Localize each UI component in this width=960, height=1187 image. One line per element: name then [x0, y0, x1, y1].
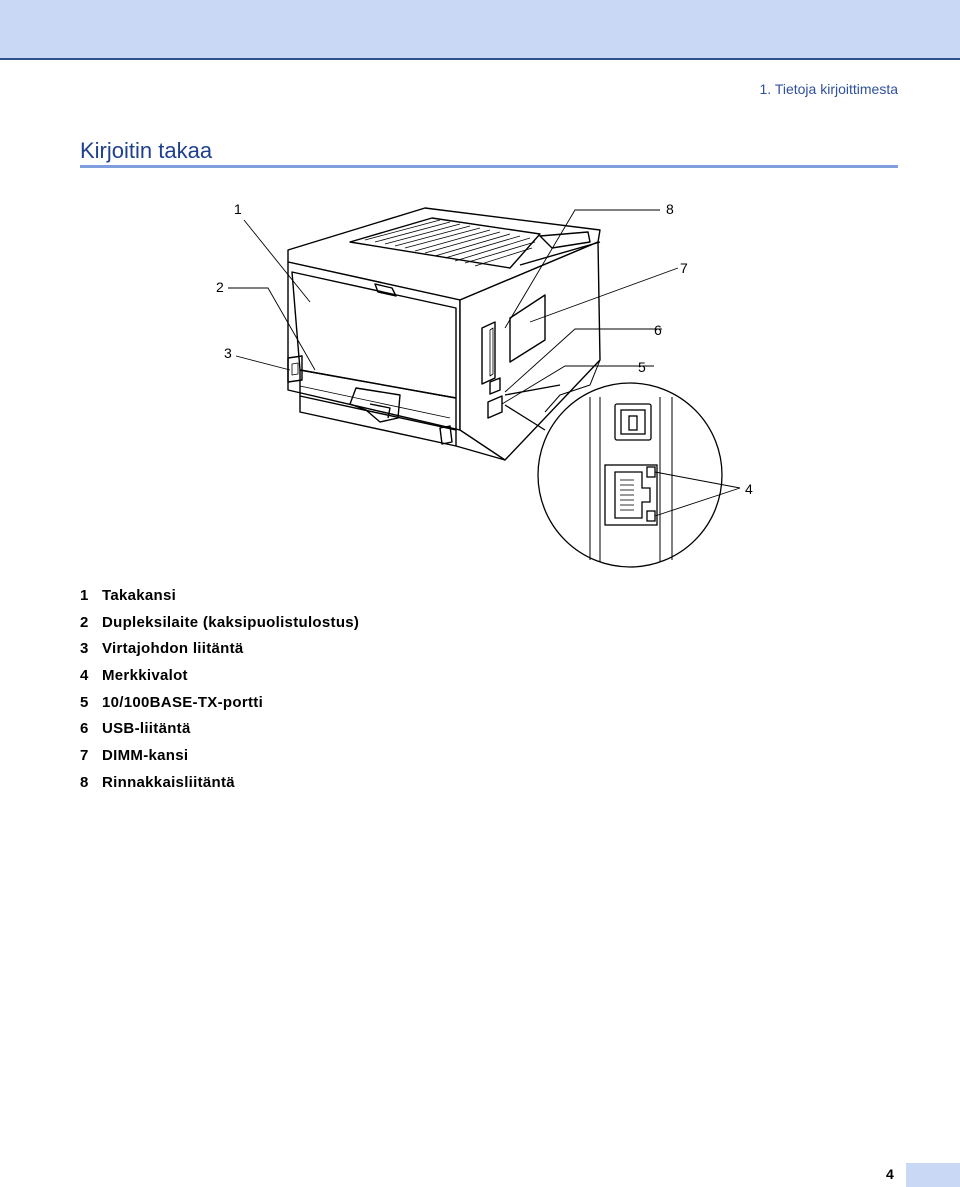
- breadcrumb: 1. Tietoja kirjoittimesta: [759, 81, 898, 97]
- callout-8: 8: [666, 201, 674, 217]
- legend-number: 1: [80, 587, 89, 604]
- legend-number: 4: [80, 667, 89, 685]
- legend-item: [80, 716, 359, 743]
- legend-label: Takakansi: [102, 587, 177, 604]
- legend-label: Merkkivalot: [102, 667, 188, 685]
- callout-7: 7: [680, 260, 688, 276]
- printer-line-drawing: [160, 190, 780, 580]
- callout-6: 6: [654, 322, 662, 338]
- legend-item: [80, 663, 359, 690]
- page-tab: [906, 1163, 960, 1187]
- callout-5: 5: [638, 359, 646, 375]
- legend-label: USB-liitäntä: [102, 720, 191, 738]
- section-title: Kirjoitin takaa: [80, 138, 213, 163]
- callout-1: 1: [234, 201, 242, 217]
- legend-number: 2: [80, 613, 89, 631]
- legend-label: Rinnakkaisliitäntä: [102, 773, 235, 791]
- legend-item: [80, 610, 359, 637]
- legend-number: 8: [80, 773, 89, 791]
- legend-number: 5: [80, 693, 89, 711]
- legend-number: 6: [80, 720, 89, 738]
- legend-label: Dupleksilaite (kaksipuolistulostus): [102, 613, 360, 631]
- page-number: 4: [886, 1166, 894, 1182]
- title-divider: [80, 165, 898, 168]
- legend-item: [80, 770, 359, 797]
- legend-label: Virtajohdon liitäntä: [102, 640, 244, 658]
- legend-item: [80, 583, 359, 610]
- legend-item: [80, 690, 359, 717]
- printer-rear-illustration: [160, 190, 780, 580]
- legend-label: DIMM-kansi: [102, 747, 189, 765]
- callout-2: 2: [216, 279, 224, 295]
- legend-item: [80, 743, 359, 770]
- legend-label: 10/100BASE-TX-portti: [102, 693, 264, 711]
- callout-3: 3: [224, 345, 232, 361]
- legend-number: 3: [80, 640, 89, 658]
- callout-4: 4: [745, 481, 753, 497]
- parts-legend: [80, 583, 359, 797]
- legend-number: 7: [80, 747, 89, 765]
- legend-item: [80, 636, 359, 663]
- header-band: [0, 0, 960, 60]
